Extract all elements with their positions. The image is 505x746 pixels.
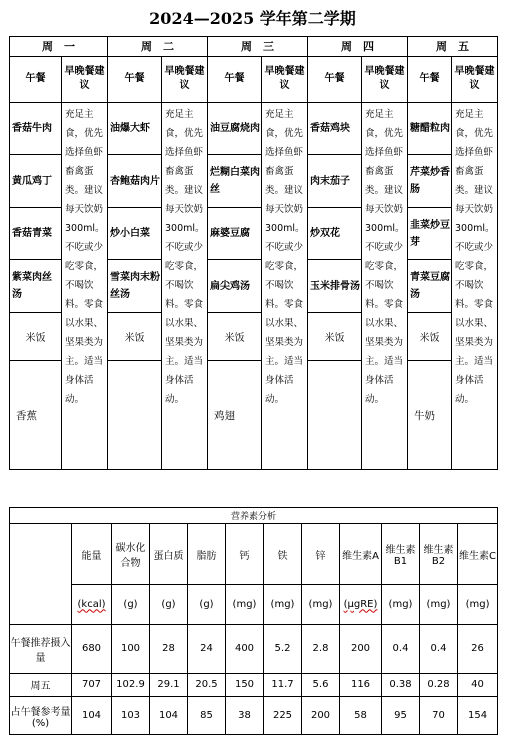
value-cell: 0.4 (382, 625, 420, 673)
table-row (10, 697, 498, 735)
unit-protein: (g) (150, 585, 188, 625)
value-cell: 104 (150, 697, 188, 735)
snack-thu (308, 361, 362, 470)
dish-thu-2: 肉末茄子 (308, 155, 362, 208)
row-label: 周五 (10, 673, 72, 697)
snack-wed: 鸡翅 (208, 361, 262, 470)
snack-tue (108, 361, 162, 470)
rice-tue: 米饭 (108, 313, 162, 361)
day-header-fri: 周 五 (408, 37, 498, 57)
lunch-header: 午餐 (408, 56, 452, 102)
dish-tue-2: 杏鲍菇肉片 (108, 155, 162, 208)
dish-thu-4: 玉米排骨汤 (308, 260, 362, 313)
row-label: 占午餐参考量(%) (10, 697, 72, 735)
day-header-tue: 周 二 (108, 37, 208, 57)
lunch-header: 午餐 (308, 56, 362, 102)
dish-wed-3: 麻婆豆腐 (208, 207, 262, 260)
header-iron: 铁 (264, 524, 302, 585)
unit-vitamin-b1: (mg) (382, 585, 420, 625)
value-cell: 680 (72, 625, 112, 673)
header-fat: 脂肪 (188, 524, 226, 585)
corner-cell (10, 524, 72, 625)
advice-header: 早晚餐建议 (62, 56, 108, 102)
lunch-header: 午餐 (108, 56, 162, 102)
value-cell: 400 (226, 625, 264, 673)
value-cell: 102.9 (112, 673, 150, 697)
value-cell: 100 (112, 625, 150, 673)
rice-fri: 米饭 (408, 313, 452, 361)
nutrition-analysis-table (9, 507, 498, 735)
lunch-header: 午餐 (208, 56, 262, 102)
advice-header: 早晚餐建议 (452, 56, 498, 102)
dish-thu-1: 香菇鸡块 (308, 102, 362, 155)
value-cell: 150 (226, 673, 264, 697)
value-cell: 28 (150, 625, 188, 673)
value-cell: 11.7 (264, 673, 302, 697)
table-row (10, 673, 498, 697)
page-title: 2024—2025 学年第二学期 (149, 9, 356, 28)
value-cell: 0.38 (382, 673, 420, 697)
dish-wed-4: 扁尖鸡汤 (208, 260, 262, 313)
value-cell: 200 (340, 625, 382, 673)
header-protein: 蛋白质 (150, 524, 188, 585)
row-label: 午餐推荐摄入量 (10, 625, 72, 673)
value-cell: 26 (458, 625, 498, 673)
value-cell: 5.6 (302, 673, 340, 697)
dish-fri-1: 糖醋粒肉 (408, 102, 452, 155)
dish-tue-3: 炒小白菜 (108, 207, 162, 260)
advice-thu: 充足主食，优先选择鱼虾畜禽蛋类。建议每天饮奶300ml。不吃或少吃零食，不喝饮料。零食以水果、坚果类为主。适当身体活动。 (362, 102, 408, 469)
advice-tue: 充足主食，优先选择鱼虾畜禽蛋类。建议每天饮奶300ml。不吃或少吃零食，不喝饮料。零食以水果、坚果类为主。适当身体活动。 (162, 102, 208, 469)
rice-mon: 米饭 (10, 313, 62, 361)
header-zinc: 锌 (302, 524, 340, 585)
advice-header: 早晚餐建议 (162, 56, 208, 102)
value-cell: 116 (340, 673, 382, 697)
table-row (10, 625, 498, 673)
unit-fat: (g) (188, 585, 226, 625)
advice-mon: 充足主食，优先选择鱼虾畜禽蛋类。建议每天饮奶300ml。不吃或少吃零食，不喝饮料。零食以水果、坚果类为主。适当身体活动。 (62, 102, 108, 469)
unit-vitamin-c: (mg) (458, 585, 498, 625)
dish-fri-2: 芹菜炒香肠 (408, 155, 452, 208)
header-vitamin-b1: 维生素B1 (382, 524, 420, 585)
header-vitamin-a: 维生素A (340, 524, 382, 585)
rice-thu: 米饭 (308, 313, 362, 361)
unit-zinc: (mg) (302, 585, 340, 625)
day-header-thu: 周 四 (308, 37, 408, 57)
value-cell: 707 (72, 673, 112, 697)
value-cell: 29.1 (150, 673, 188, 697)
dish-tue-1: 油爆大虾 (108, 102, 162, 155)
nutrition-title: 营养素分析 (10, 508, 498, 524)
dish-wed-1: 油豆腐烧肉 (208, 102, 262, 155)
value-cell: 200 (302, 697, 340, 735)
value-cell: 38 (226, 697, 264, 735)
lunch-header: 午餐 (10, 56, 62, 102)
header-vitamin-c: 维生素C (458, 524, 498, 585)
dish-wed-2: 烂糊白菜肉丝 (208, 155, 262, 208)
dish-mon-1: 香菇牛肉 (10, 102, 62, 155)
advice-header: 早晚餐建议 (362, 56, 408, 102)
value-cell: 70 (420, 697, 458, 735)
value-cell: 5.2 (264, 625, 302, 673)
header-energy: 能量 (72, 524, 112, 585)
header-carbohydrate: 碳水化合物 (112, 524, 150, 585)
day-header-mon: 周 一 (10, 37, 108, 57)
day-header-wed: 周 三 (208, 37, 308, 57)
header-calcium: 钙 (226, 524, 264, 585)
value-cell: 24 (188, 625, 226, 673)
value-cell: 2.8 (302, 625, 340, 673)
value-cell: 20.5 (188, 673, 226, 697)
dish-thu-3: 炒双花 (308, 207, 362, 260)
dish-fri-4: 青菜豆腐汤 (408, 260, 452, 313)
dish-tue-4: 雪菜肉末粉丝汤 (108, 260, 162, 313)
value-cell: 58 (340, 697, 382, 735)
dish-mon-3: 香菇青菜 (10, 207, 62, 260)
value-cell: 40 (458, 673, 498, 697)
value-cell: 225 (264, 697, 302, 735)
unit-calcium: (mg) (226, 585, 264, 625)
snack-mon: 香蕉 (10, 361, 62, 470)
value-cell: 85 (188, 697, 226, 735)
snack-fri: 牛奶 (408, 361, 452, 470)
rice-wed: 米饭 (208, 313, 262, 361)
advice-wed: 充足主食，优先选择鱼虾畜禽蛋类。建议每天饮奶300ml。不吃或少吃零食，不喝饮料。零食以水果、坚果类为主。适当身体活动。 (262, 102, 308, 469)
advice-fri: 充足主食，优先选择鱼虾畜禽蛋类。建议每天饮奶300ml。不吃或少吃零食，不喝饮料。零食以水果、坚果类为主。适当身体活动。 (452, 102, 498, 469)
unit-iron: (mg) (264, 585, 302, 625)
unit-energy: (kcal) (72, 585, 112, 625)
value-cell: 0.28 (420, 673, 458, 697)
header-vitamin-b2: 维生素B2 (420, 524, 458, 585)
value-cell: 95 (382, 697, 420, 735)
value-cell: 154 (458, 697, 498, 735)
unit-vitamin-a: (μgRE) (340, 585, 382, 625)
dish-mon-2: 黄瓜鸡丁 (10, 155, 62, 208)
dish-fri-3: 韭菜炒豆芽 (408, 207, 452, 260)
unit-carbohydrate: (g) (112, 585, 150, 625)
value-cell: 104 (72, 697, 112, 735)
value-cell: 103 (112, 697, 150, 735)
unit-vitamin-b2: (mg) (420, 585, 458, 625)
dish-mon-4: 紫菜肉丝汤 (10, 260, 62, 313)
weekly-menu-table (9, 36, 498, 470)
value-cell: 0.4 (420, 625, 458, 673)
advice-header: 早晚餐建议 (262, 56, 308, 102)
